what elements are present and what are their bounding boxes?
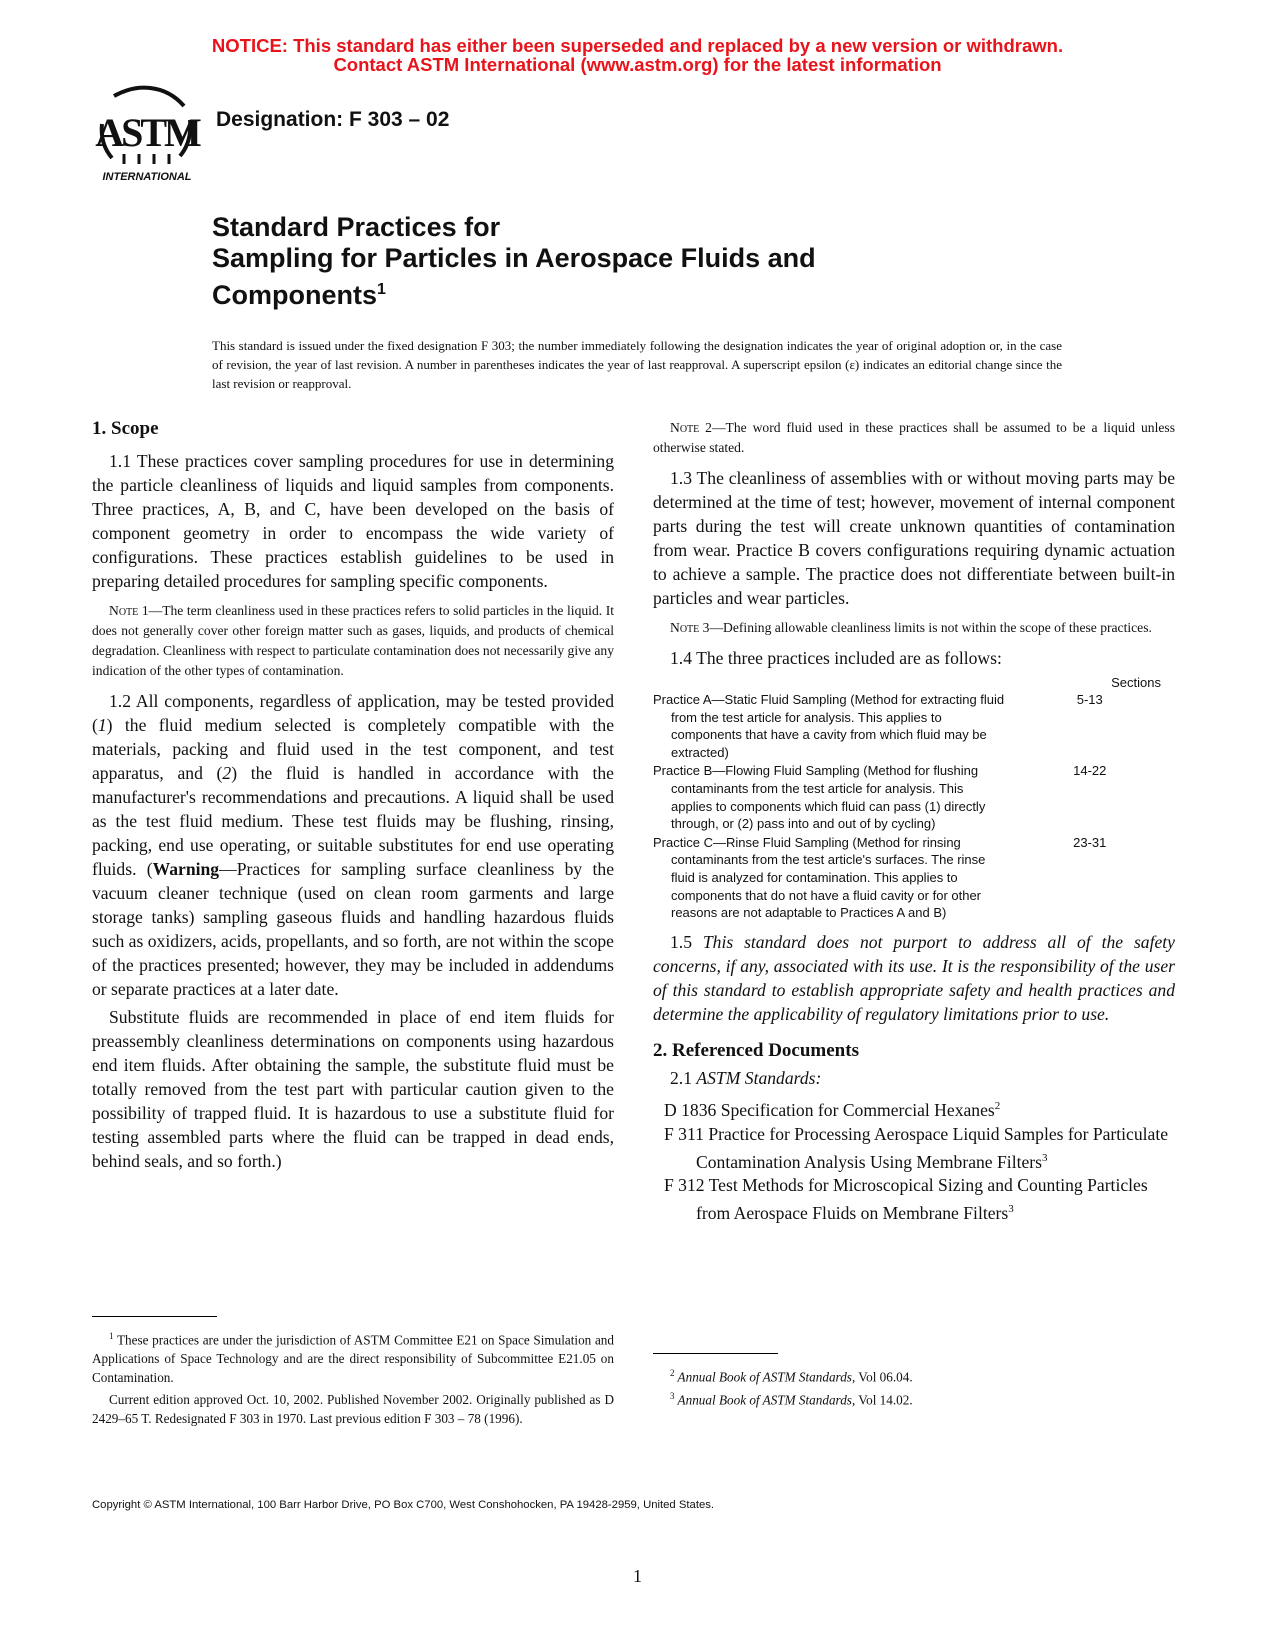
warning-label: Warning <box>152 859 220 879</box>
p2-1-text: ASTM Standards: <box>696 1067 822 1088</box>
footnote-3-marker: 3 <box>670 1390 675 1401</box>
footnote-3 <box>653 1387 1175 1410</box>
practice-row <box>653 691 1175 761</box>
footnote-divider <box>92 1316 217 1317</box>
page-number: 1 <box>633 1566 642 1586</box>
p1-2-part-b: ) the fluid medium selected is completely compatible with the materials, packing and fluid used in the test component, and test apparatus, and ( <box>92 715 614 783</box>
title-line-3 <box>212 274 816 311</box>
title-line-2: Sampling for Particles in Aerospace Fluids and <box>212 243 816 273</box>
document-title <box>212 212 816 311</box>
note-3-text: 3—Defining allowable cleanliness limits is not within the scope of these practices. <box>699 620 1152 635</box>
reference-footnote-ref: 3 <box>1041 1151 1048 1164</box>
footnote-1-text: These practices are under the jurisdiction of ASTM Committee E21 on Space Simulation and Applications of Space Technology and are the direct responsibility of Subcommittee E21.05 on Contamination. <box>92 1332 614 1385</box>
practice-a-text: Practice A—Static Fluid Sampling (Method for extracting fluid from the test article for analysis. This applies to components that have a cavity from which fluid may be extracted) <box>653 692 1005 760</box>
reference-footnote-ref: 2 <box>994 1099 1001 1112</box>
logo-subtitle: INTERNATIONAL <box>102 171 192 183</box>
reference-d1836 <box>653 1094 1175 1122</box>
footnote-2-volume: , Vol 06.04. <box>851 1369 913 1385</box>
note-1-text: 1—The term cleanliness used in these practices refers to solid particles in the liquid. It does not generally cover other foreign matter such as gases, liquids, and products of chemical degradation. Cleanliness with respect to particulate contamination does not necessarily give any indication of the other types of contamination. <box>92 603 614 678</box>
footnote-divider <box>653 1353 778 1354</box>
note-1-label: Note <box>109 603 139 618</box>
footnote-1 <box>92 1327 614 1387</box>
paragraph-substitute-fluids: Substitute fluids are recommended in place of end item fluids for preassembly cleanliness determinations on components using hazardous end item fluids. After obtaining the sample, the substitute fluid must be totally removed from the test part with particular caution given to the possibility of trapped fluid. It is hazardous to use a substitute fluid for testing assembled parts where the fluid can be trapped in dead ends, behind seals, and so forth.) <box>92 1007 614 1171</box>
practice-c-text: Practice C—Rinse Fluid Sampling (Method for rinsing contaminants from the test article's surfaces. The rinse fluid is analyzed for contamination. This applies to components that do not have a fluid cavity or for other reasons are not adaptable to Practices A and B) <box>653 834 986 921</box>
sections-header: Sections <box>1111 675 1161 690</box>
p1-2-num-1: 1 <box>97 715 107 735</box>
practice-b-text: Practice B—Flowing Fluid Sampling (Method for flushing contaminants from the test article for analysis. This applies to components which fluid can pass (1) directly through, or (2) pass into and out of by cycling) <box>653 763 986 832</box>
notice-line-2: Contact ASTM International (www.astm.org) for the latest information <box>333 54 942 75</box>
footnote-1-edition: Current edition approved Oct. 10, 2002. Published November 2002. Originally published as D 2429–65 T. Redesignated F 303 in 1970. Last previous edition F 303 – 78 (1996). <box>92 1392 614 1426</box>
note-3-label: Note <box>670 620 700 635</box>
astm-logo <box>92 84 202 184</box>
footnote-2 <box>653 1364 1175 1387</box>
p1-5-text: This standard does not purport to address all of the safety concerns, if any, associated with its use. It is the responsibility of the user of this standard to establish appropriate safety and health practices and determine the applicability of regulatory limitations prior to use. <box>653 931 1175 1024</box>
footnotes-left <box>92 1316 614 1428</box>
withdrawal-notice <box>0 36 1275 74</box>
p1-2-part-d: —Practices for sampling surface cleanliness by the vacuum cleaner technique (used on clean room garments and large storage tanks) sampling gaseous fluids and handling hazardous fluids such as oxidizers, acids, propellants, and so forth, are not within the scope of the practices presented; however, they may be included in addendums or separate practices at a later date. <box>92 859 614 999</box>
p2-1-number: 2.1 <box>670 1067 697 1088</box>
practice-b-sections: 14-22 <box>1073 763 1107 779</box>
reference-text: D 1836 Specification for Commercial Hexanes <box>664 1099 995 1120</box>
note-1 <box>92 601 614 681</box>
practice-row <box>653 834 1175 922</box>
title-line-3-text: Components <box>212 280 377 310</box>
scope-heading: 1. Scope <box>92 418 159 439</box>
footnote-3-book: Annual Book of ASTM Standards <box>674 1392 852 1408</box>
footnote-2-book: Annual Book of ASTM Standards <box>674 1369 852 1385</box>
note-2-label: Note <box>670 420 700 435</box>
footnote-2-marker: 2 <box>670 1368 675 1378</box>
practice-c-sections: 23-31 <box>1073 834 1107 850</box>
left-column <box>92 418 614 1177</box>
astm-logo-icon <box>92 84 202 184</box>
designation: Designation: F 303 – 02 <box>216 108 450 131</box>
p1-5-number: 1.5 <box>670 931 703 952</box>
reference-text: F 312 Test Methods for Microscopical Sizing and Counting Particles from Aerospace Fluids on Membrane Filters <box>664 1175 1148 1224</box>
issue-note: This standard is issued under the fixed designation F 303; the number immediately following the designation indicates the year of original adoption or, in the case of revision, the year of last revision. A number in parentheses indicates the year of last reapproval. A superscript epsilon (ε) indicates an editorial change since the last revision or reapproval. <box>212 338 1062 391</box>
right-column <box>653 418 1175 1225</box>
p1-2-part-c: ) the fluid is handled in accordance with the manufacturer's recommendations and precautions. A liquid shall be used as the test fluid medium. These test fluids may be flushing, rinsing, packing, end use operating, or suitable substitutes for end use operating fluids. ( <box>92 763 614 879</box>
p1-2-num-2: 2 <box>222 763 232 783</box>
paragraph-1-3: 1.3 The cleanliness of assemblies with or without moving parts may be determined at the time of test; however, movement of internal component parts during the test will create unknown quantities of contamination from wear. Practice B covers configurations requiring dynamic actuation to achieve a sample. The practice does not differentiate between built-in particles and wear particles. <box>653 468 1175 608</box>
note-2 <box>653 418 1175 458</box>
note-3 <box>653 618 1175 638</box>
reference-footnote-ref: 3 <box>1008 1203 1014 1216</box>
copyright-line: Copyright © ASTM International, 100 Barr Harbor Drive, PO Box C700, West Conshohocken, PA 19428-2959, United States. <box>92 1499 715 1511</box>
practice-row <box>653 762 1175 832</box>
title-footnote-ref: 1 <box>377 281 386 298</box>
practices-table <box>653 691 1175 922</box>
note-2-text: 2—The word fluid used in these practices shall be assumed to be a liquid unless otherwise stated. <box>653 420 1175 455</box>
paragraph-1-2 <box>92 689 614 1001</box>
p1-2-part-a: 1.2 All components, regardless of application, may be tested provided ( <box>92 691 614 735</box>
paragraph-1-1: 1.1 These practices cover sampling procedures for use in determining the particle cleanliness of liquids and liquid samples from components. Three practices, A, B, and C, have been developed on the basis of component geometry in order to encompass the wide variety of configurations. These practices establish guidelines to be used in preparing detailed procedures for sampling specific components. <box>92 451 614 591</box>
reference-f312 <box>653 1173 1175 1225</box>
practice-a-sections: 5-13 <box>1076 692 1103 707</box>
paragraph-2-1 <box>653 1066 1175 1090</box>
footnotes-right <box>653 1353 1175 1410</box>
referenced-documents-heading: 2. Referenced Documents <box>653 1039 859 1061</box>
reference-f311 <box>653 1122 1175 1174</box>
reference-text: F 311 Practice for Processing Aerospace Liquid Samples for Particulate Contamination Analysis Using Membrane Filters <box>664 1123 1169 1172</box>
logo-letters: ASTM <box>95 110 199 155</box>
title-line-1: Standard Practices for <box>212 212 501 242</box>
notice-line-1: NOTICE: This standard has either been superseded and replaced by a new version or withdrawn. <box>211 35 1064 56</box>
paragraph-1-5 <box>653 930 1175 1026</box>
paragraph-1-4: 1.4 The three practices included are as follows: <box>670 648 1002 668</box>
footnote-1-marker: 1 <box>109 1331 114 1341</box>
footnote-3-volume: , Vol 14.02. <box>851 1392 913 1408</box>
